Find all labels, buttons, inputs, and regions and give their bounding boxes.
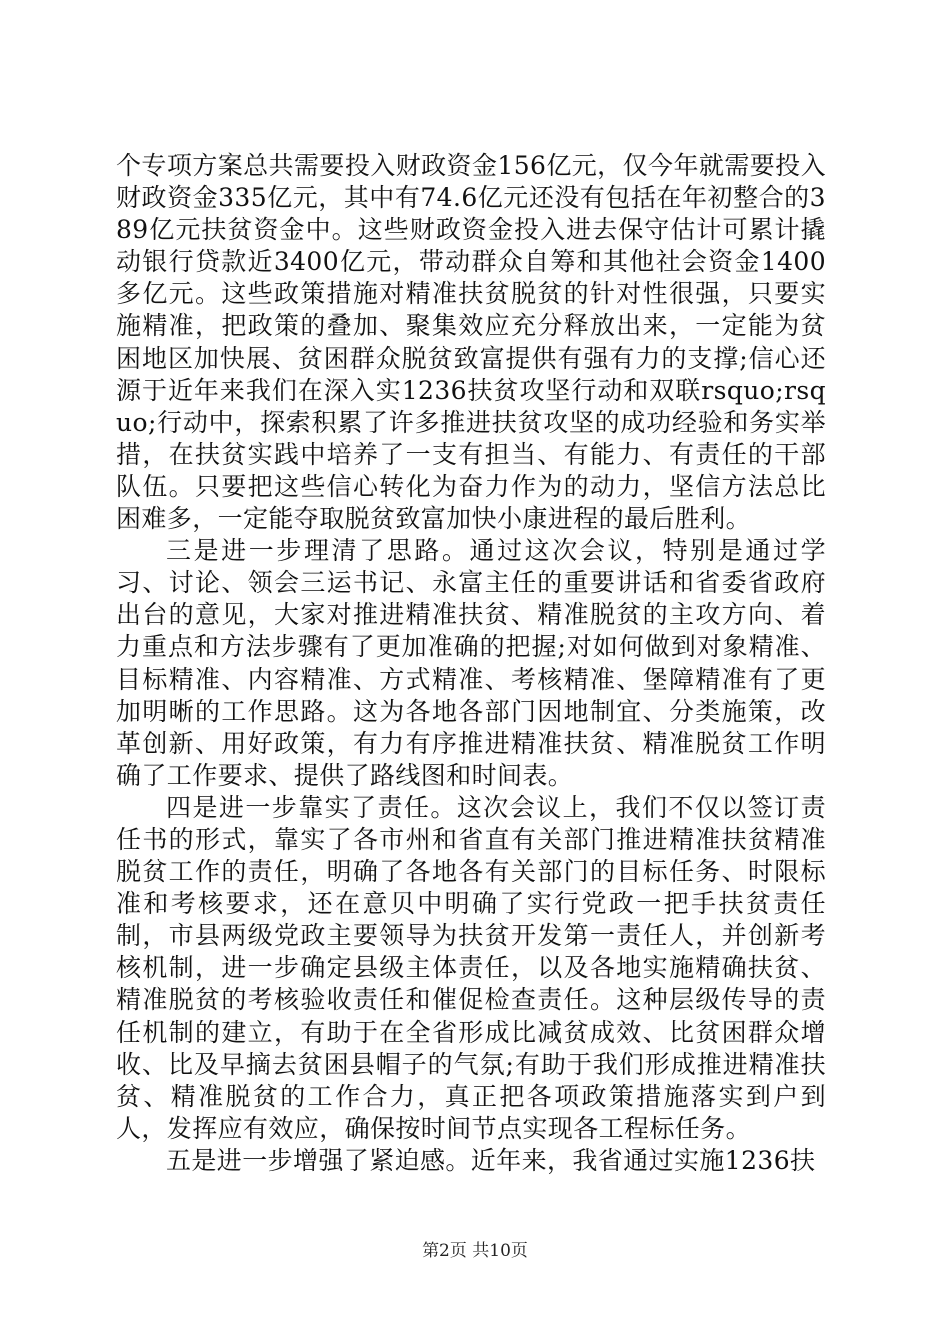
page-number-footer: 第2页 共10页 [422,1241,528,1261]
document-body [116,150,826,1177]
paragraph-urgency: 五是进一步增强了紧迫感。近年来，我省通过实施1236扶 [166,1145,816,1175]
paragraph-funding: 个专项方案总共需要投入财政资金156亿元，仅今年就需要投入财政资金335亿元，其中有74.6亿元还没有包括在年初整合的389亿元扶贫资金中。这些财政资金投入进去保守估计可累计撬动银行贷款近3400亿元，带动群众自筹和其他社会资金1400多亿元。这些政策措施对精准扶贫脱贫的针对性很强，只要实施精准，把政策的叠加、聚集效应充分释放出来，一定能为贫困地区加快展、贫困群众脱贫致富提供有强有力的支撑;信心还源于近年来我们在深入实1236扶贫攻坚行动和双联rsquo;rsquo;行动中，探索积累了许多推进扶贫攻坚的成功经验和务实举措，在扶贫实践中培养了一支有担当、有能力、有责任的干部队伍。只要把这些信心转化为奋力作为的动力，坚信方法总比困难多，一定能夺取脱贫致富加快小康进程的最后胜利。 [116,151,826,534]
paragraph-clarified-thinking: 三是进一步理清了思路。通过这次会议，特别是通过学习、讨论、领会三运书记、永富主任的重要讲话和省委省政府出台的意见，大家对推进精准扶贫、精准脱贫的主攻方向、着力重点和方法步骤有了更加准确的把握;对如何做到对象精准、目标精准、内容精准、方式精准、考核精准、堡障精准有了更加明晰的工作思路。这为各地各部门因地制宜、分类施策，改革创新、用好政策，有力有序推进精准扶贫、精准脱贫工作明确了工作要求、提供了路线图和时间表。 [116,536,826,790]
paragraph-responsibility: 四是进一步靠实了责任。这次会议上，我们不仅以签订责任书的形式，靠实了各市州和省直有关部门推进精准扶贫精准脱贫工作的责任，明确了各地各有关部门的目标任务、时限标准和考核要求，还在意贝中明确了实行党政一把手扶贫责任制，市县两级党政主要领导为扶贫开发第一责任人，并创新考核机制，进一步确定县级主体责任，以及各地实施精确扶贫、精准脱贫的考核验收责任和催促检查责任。这种层级传导的责任机制的建立，有助于在全省形成比减贫成效、比贫困群众增收、比及早摘去贫困县帽子的气氛;有助于我们形成推进精准扶贫、精准脱贫的工作合力，真正把各项政策措施落实到户到人，发挥应有效应，确保按时间节点实现各工程标任务。 [116,792,826,1143]
